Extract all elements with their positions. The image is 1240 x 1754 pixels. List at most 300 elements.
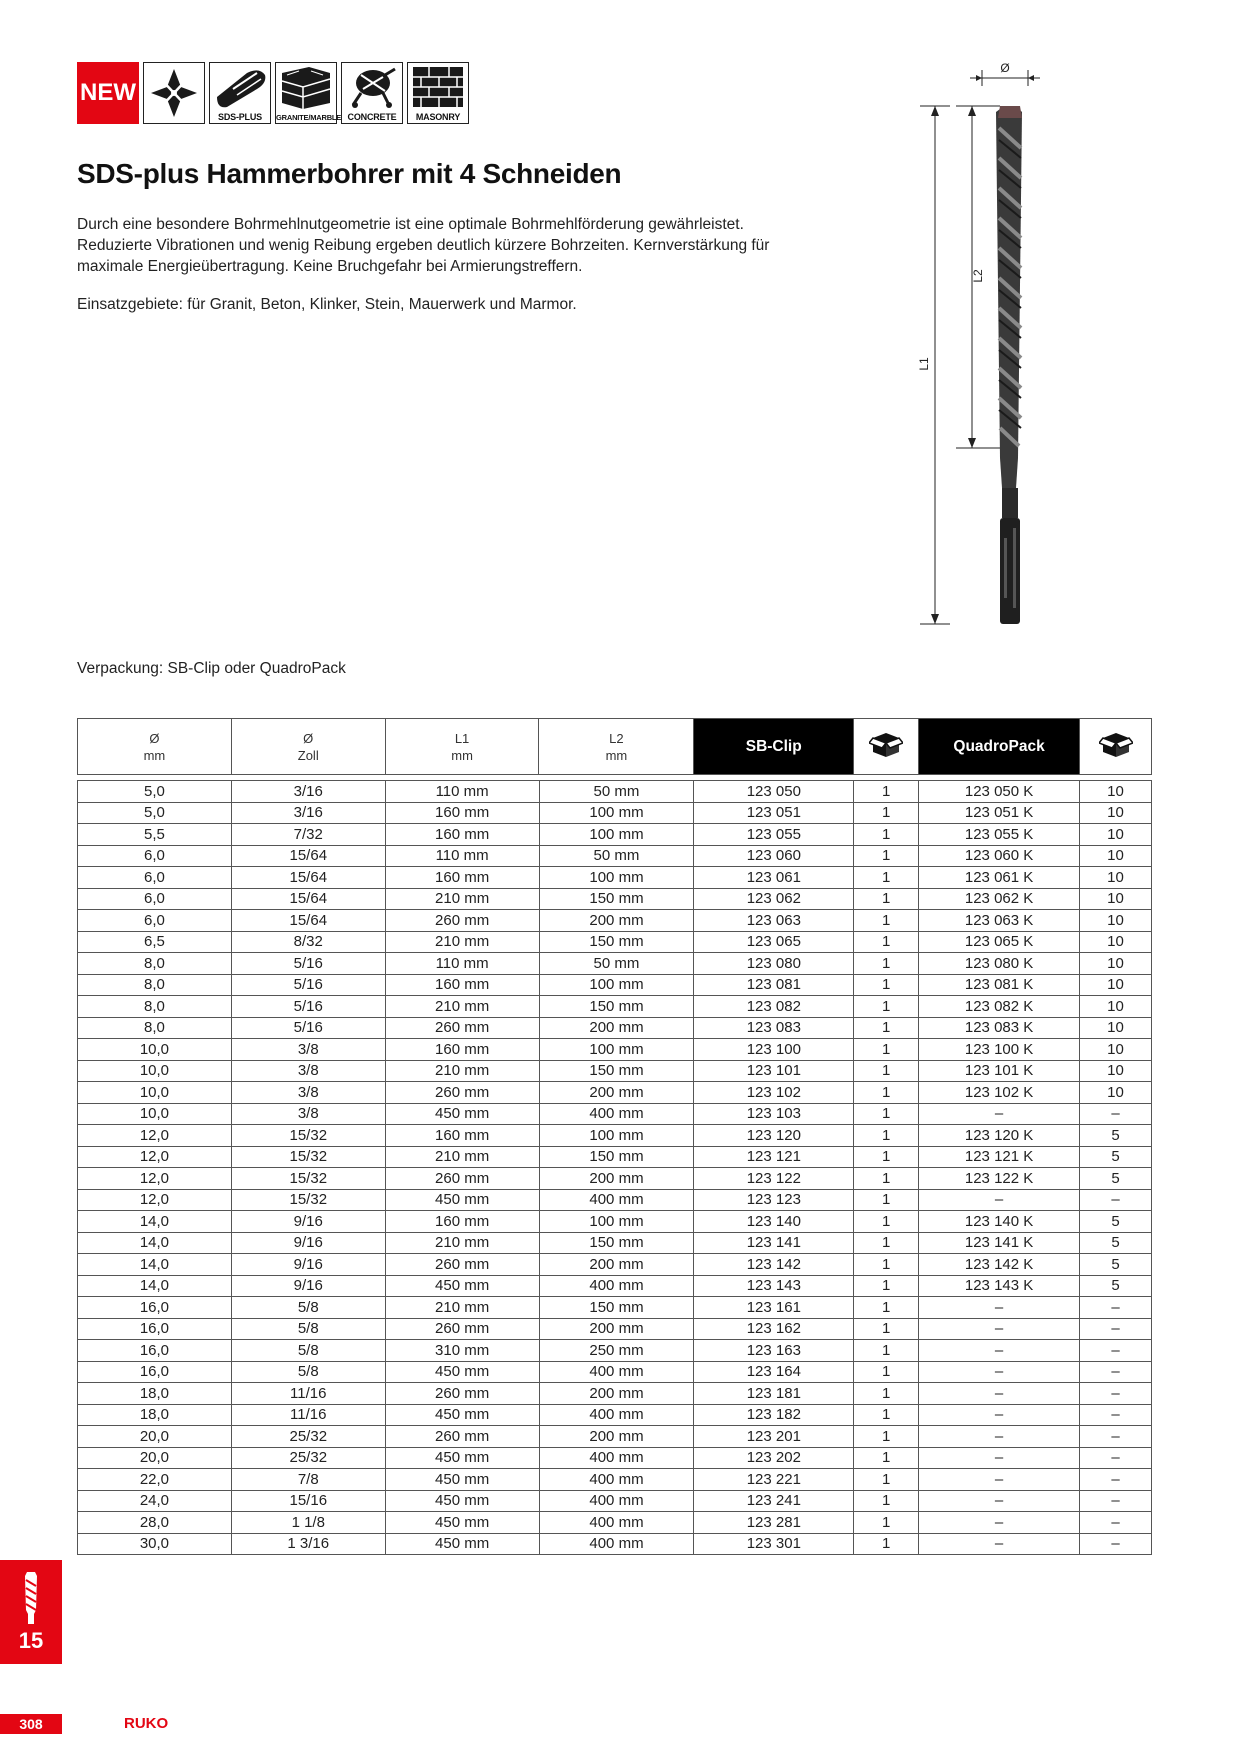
cell-sbclip-qty: 1	[854, 1232, 919, 1254]
table-row	[78, 974, 1152, 996]
cell-quadropack-article: 123 082 K	[919, 996, 1080, 1018]
cell-sbclip-article: 123 301	[694, 1533, 854, 1555]
cell-dia-inch: 1 1/8	[231, 1512, 385, 1534]
cell-l2: 200 mm	[539, 1017, 694, 1039]
cell-dia-mm: 16,0	[78, 1340, 232, 1362]
section-number: 15	[18, 1628, 44, 1653]
cell-dia-mm: 22,0	[78, 1469, 232, 1491]
cell-sbclip-article: 123 060	[694, 845, 854, 867]
cell-sbclip-article: 123 120	[694, 1125, 854, 1147]
cell-quadropack-article: 123 140 K	[919, 1211, 1080, 1233]
cell-quadropack-article: 123 120 K	[919, 1125, 1080, 1147]
sds-plus-icon	[209, 62, 271, 124]
drill-bit-diagram	[900, 58, 1080, 638]
cell-quadropack-article: 123 143 K	[919, 1275, 1080, 1297]
header-quadropack: QuadroPack	[919, 719, 1080, 775]
cell-l2: 150 mm	[539, 1060, 694, 1082]
cell-sbclip-article: 123 162	[694, 1318, 854, 1340]
cell-quadropack-article: –	[919, 1340, 1080, 1362]
cell-sbclip-qty: 1	[854, 845, 919, 867]
cell-l1: 110 mm	[385, 845, 539, 867]
cell-dia-inch: 15/64	[231, 845, 385, 867]
cell-dia-mm: 10,0	[78, 1039, 232, 1061]
cell-dia-inch: 5/16	[231, 996, 385, 1018]
cell-dia-mm: 18,0	[78, 1383, 232, 1405]
cell-dia-mm: 5,0	[78, 802, 232, 824]
cell-quadropack-article: –	[919, 1103, 1080, 1125]
drill-tip-icon	[143, 62, 205, 124]
cell-dia-inch: 15/32	[231, 1125, 385, 1147]
cell-dia-mm: 10,0	[78, 1103, 232, 1125]
cell-dia-inch: 15/32	[231, 1146, 385, 1168]
cell-quadropack-qty: 5	[1080, 1275, 1152, 1297]
table-row	[78, 867, 1152, 889]
cell-sbclip-article: 123 181	[694, 1383, 854, 1405]
table-row	[78, 888, 1152, 910]
table-row	[78, 1060, 1152, 1082]
cell-dia-inch: 25/32	[231, 1447, 385, 1469]
cell-quadropack-qty: 5	[1080, 1211, 1152, 1233]
cell-dia-mm: 12,0	[78, 1125, 232, 1147]
table-row	[78, 1383, 1152, 1405]
cell-sbclip-article: 123 142	[694, 1254, 854, 1276]
cell-sbclip-article: 123 221	[694, 1469, 854, 1491]
cell-l2: 250 mm	[539, 1340, 694, 1362]
cell-quadropack-article: –	[919, 1447, 1080, 1469]
cell-dia-inch: 3/16	[231, 781, 385, 803]
cell-sbclip-qty: 1	[854, 1103, 919, 1125]
cell-l2: 200 mm	[539, 1254, 694, 1276]
cell-l1: 260 mm	[385, 1254, 539, 1276]
cell-l2: 400 mm	[539, 1490, 694, 1512]
new-badge: NEW	[77, 62, 139, 124]
cell-quadropack-qty: 10	[1080, 996, 1152, 1018]
cell-sbclip-article: 123 061	[694, 867, 854, 889]
header-sbclip: SB-Clip	[694, 719, 854, 775]
cell-l2: 100 mm	[539, 1039, 694, 1061]
cell-dia-inch: 5/16	[231, 1017, 385, 1039]
cell-quadropack-qty: –	[1080, 1404, 1152, 1426]
granite-marble-icon	[275, 62, 342, 124]
cell-dia-mm: 18,0	[78, 1404, 232, 1426]
cell-l2: 150 mm	[539, 931, 694, 953]
l2-label: L2	[971, 269, 985, 283]
cell-sbclip-qty: 1	[854, 1017, 919, 1039]
cell-sbclip-article: 123 123	[694, 1189, 854, 1211]
cell-l2: 400 mm	[539, 1275, 694, 1297]
cell-quadropack-qty: –	[1080, 1189, 1152, 1211]
cell-sbclip-article: 123 080	[694, 953, 854, 975]
cell-l2: 200 mm	[539, 1426, 694, 1448]
cell-quadropack-article: –	[919, 1361, 1080, 1383]
cell-sbclip-qty: 1	[854, 1168, 919, 1190]
cell-l2: 400 mm	[539, 1533, 694, 1555]
cell-dia-inch: 1 3/16	[231, 1533, 385, 1555]
cell-l1: 260 mm	[385, 1426, 539, 1448]
cell-quadropack-qty: 10	[1080, 910, 1152, 932]
cell-quadropack-article: –	[919, 1189, 1080, 1211]
cell-l1: 450 mm	[385, 1103, 539, 1125]
cell-quadropack-article: –	[919, 1383, 1080, 1405]
cell-sbclip-qty: 1	[854, 888, 919, 910]
table-row	[78, 1512, 1152, 1534]
cell-sbclip-qty: 1	[854, 1189, 919, 1211]
cell-sbclip-article: 123 082	[694, 996, 854, 1018]
cell-dia-inch: 7/8	[231, 1469, 385, 1491]
cell-sbclip-qty: 1	[854, 1404, 919, 1426]
table-row	[78, 1039, 1152, 1061]
table-row	[78, 1017, 1152, 1039]
cell-quadropack-qty: 10	[1080, 845, 1152, 867]
cell-quadropack-article: 123 050 K	[919, 781, 1080, 803]
cell-l1: 260 mm	[385, 1383, 539, 1405]
cell-sbclip-qty: 1	[854, 1275, 919, 1297]
cell-dia-inch: 15/64	[231, 910, 385, 932]
cell-sbclip-qty: 1	[854, 1447, 919, 1469]
cell-quadropack-qty: 10	[1080, 974, 1152, 996]
masonry-caption: MASONRY	[415, 112, 461, 122]
cell-dia-mm: 6,5	[78, 931, 232, 953]
granite-marble-caption: GRANITE/MARBLE	[276, 113, 342, 122]
cell-sbclip-article: 123 201	[694, 1426, 854, 1448]
cell-l1: 210 mm	[385, 1060, 539, 1082]
packaging-text: Verpackung: SB-Clip oder QuadroPack	[77, 660, 346, 677]
cell-quadropack-article: 123 051 K	[919, 802, 1080, 824]
cell-dia-inch: 9/16	[231, 1211, 385, 1233]
cell-dia-mm: 6,0	[78, 888, 232, 910]
cell-l1: 160 mm	[385, 802, 539, 824]
l1-label: L1	[917, 357, 931, 371]
cell-dia-mm: 8,0	[78, 974, 232, 996]
table-row	[78, 910, 1152, 932]
cell-quadropack-article: –	[919, 1297, 1080, 1319]
cell-sbclip-qty: 1	[854, 953, 919, 975]
cell-quadropack-qty: –	[1080, 1318, 1152, 1340]
cell-dia-mm: 12,0	[78, 1168, 232, 1190]
table-row	[78, 1082, 1152, 1104]
cell-sbclip-article: 123 050	[694, 781, 854, 803]
cell-dia-mm: 20,0	[78, 1426, 232, 1448]
cell-dia-inch: 15/32	[231, 1168, 385, 1190]
cell-dia-inch: 3/8	[231, 1060, 385, 1082]
cell-dia-inch: 5/8	[231, 1318, 385, 1340]
table-body	[78, 781, 1152, 1555]
cell-quadropack-qty: –	[1080, 1361, 1152, 1383]
diameter-symbol: Ø	[1000, 61, 1010, 75]
cell-l2: 200 mm	[539, 1082, 694, 1104]
header-l1: L1 mm	[385, 719, 539, 775]
cell-dia-inch: 3/16	[231, 802, 385, 824]
table-row	[78, 781, 1152, 803]
cell-sbclip-qty: 1	[854, 802, 919, 824]
cell-l2: 150 mm	[539, 1297, 694, 1319]
cell-sbclip-article: 123 182	[694, 1404, 854, 1426]
table-row	[78, 1318, 1152, 1340]
page-title: SDS-plus Hammerbohrer mit 4 Schneiden	[77, 158, 622, 189]
cell-l1: 210 mm	[385, 888, 539, 910]
cell-dia-mm: 16,0	[78, 1297, 232, 1319]
cell-l1: 260 mm	[385, 1082, 539, 1104]
cell-quadropack-qty: –	[1080, 1383, 1152, 1405]
cell-l1: 260 mm	[385, 1168, 539, 1190]
cell-sbclip-qty: 1	[854, 1469, 919, 1491]
cell-dia-mm: 10,0	[78, 1060, 232, 1082]
table-row	[78, 824, 1152, 846]
cell-quadropack-qty: –	[1080, 1469, 1152, 1491]
cell-quadropack-article: –	[919, 1469, 1080, 1491]
header-dia-inch: Ø Zoll	[231, 719, 385, 775]
cell-quadropack-qty: 10	[1080, 1060, 1152, 1082]
cell-l2: 50 mm	[539, 953, 694, 975]
header-l2: L2 mm	[539, 719, 694, 775]
cell-l1: 260 mm	[385, 910, 539, 932]
cell-dia-mm: 5,5	[78, 824, 232, 846]
table-row	[78, 1340, 1152, 1362]
cell-sbclip-qty: 1	[854, 1297, 919, 1319]
cell-l1: 310 mm	[385, 1340, 539, 1362]
table-row	[78, 1103, 1152, 1125]
table-row	[78, 1297, 1152, 1319]
cell-quadropack-qty: –	[1080, 1533, 1152, 1555]
cell-dia-inch: 25/32	[231, 1426, 385, 1448]
table-header	[77, 718, 1152, 775]
cell-quadropack-qty: –	[1080, 1103, 1152, 1125]
cell-sbclip-article: 123 122	[694, 1168, 854, 1190]
cell-dia-mm: 14,0	[78, 1211, 232, 1233]
cell-sbclip-qty: 1	[854, 1039, 919, 1061]
cell-sbclip-qty: 1	[854, 1383, 919, 1405]
cell-dia-mm: 14,0	[78, 1232, 232, 1254]
cell-sbclip-article: 123 063	[694, 910, 854, 932]
brand-logo: RUKO	[124, 1715, 169, 1732]
cell-sbclip-article: 123 141	[694, 1232, 854, 1254]
cell-dia-mm: 16,0	[78, 1318, 232, 1340]
cell-dia-inch: 3/8	[231, 1082, 385, 1104]
cell-sbclip-article: 123 055	[694, 824, 854, 846]
cell-sbclip-qty: 1	[854, 781, 919, 803]
cell-quadropack-qty: 10	[1080, 931, 1152, 953]
table-row	[78, 1469, 1152, 1491]
cell-quadropack-qty: –	[1080, 1512, 1152, 1534]
product-table	[77, 780, 1152, 1555]
cell-quadropack-article: 123 100 K	[919, 1039, 1080, 1061]
cell-l2: 50 mm	[539, 781, 694, 803]
cell-quadropack-article: 123 121 K	[919, 1146, 1080, 1168]
cell-quadropack-article: 123 065 K	[919, 931, 1080, 953]
cell-quadropack-qty: 10	[1080, 824, 1152, 846]
cell-sbclip-qty: 1	[854, 996, 919, 1018]
cell-dia-inch: 3/8	[231, 1103, 385, 1125]
cell-quadropack-article: 123 122 K	[919, 1168, 1080, 1190]
cell-l1: 160 mm	[385, 1039, 539, 1061]
cell-l1: 450 mm	[385, 1361, 539, 1383]
cell-sbclip-qty: 1	[854, 867, 919, 889]
cell-sbclip-qty: 1	[854, 1318, 919, 1340]
cell-sbclip-article: 123 121	[694, 1146, 854, 1168]
cell-l1: 450 mm	[385, 1404, 539, 1426]
cell-dia-mm: 12,0	[78, 1189, 232, 1211]
cell-quadropack-qty: –	[1080, 1490, 1152, 1512]
masonry-brick-icon	[407, 62, 469, 124]
cell-quadropack-qty: 5	[1080, 1125, 1152, 1147]
cell-l2: 100 mm	[539, 802, 694, 824]
usage-text: Einsatzgebiete: für Granit, Beton, Klinker, Stein, Mauerwerk und Marmor.	[77, 296, 577, 313]
cell-l2: 200 mm	[539, 1383, 694, 1405]
cell-sbclip-article: 123 062	[694, 888, 854, 910]
cell-l2: 400 mm	[539, 1189, 694, 1211]
cell-dia-inch: 15/64	[231, 867, 385, 889]
feature-icons	[77, 62, 469, 124]
cell-l1: 160 mm	[385, 1211, 539, 1233]
cell-sbclip-article: 123 101	[694, 1060, 854, 1082]
cell-l2: 400 mm	[539, 1447, 694, 1469]
section-tab	[0, 1560, 62, 1664]
concrete-caption: CONCRETE	[347, 112, 397, 122]
cell-sbclip-qty: 1	[854, 1340, 919, 1362]
cell-l2: 100 mm	[539, 974, 694, 996]
drill-bit-icon	[21, 1570, 41, 1626]
cell-sbclip-article: 123 081	[694, 974, 854, 996]
cell-dia-inch: 5/8	[231, 1340, 385, 1362]
cell-sbclip-article: 123 083	[694, 1017, 854, 1039]
cell-dia-inch: 5/16	[231, 974, 385, 996]
cell-dia-mm: 28,0	[78, 1512, 232, 1534]
cell-l1: 160 mm	[385, 867, 539, 889]
cell-l1: 450 mm	[385, 1275, 539, 1297]
cell-dia-inch: 11/16	[231, 1383, 385, 1405]
table-row	[78, 1404, 1152, 1426]
cell-l2: 150 mm	[539, 1232, 694, 1254]
cell-quadropack-article: –	[919, 1318, 1080, 1340]
cell-sbclip-qty: 1	[854, 910, 919, 932]
cell-dia-inch: 11/16	[231, 1404, 385, 1426]
cell-l1: 210 mm	[385, 1232, 539, 1254]
table-row	[78, 1254, 1152, 1276]
cell-dia-mm: 24,0	[78, 1490, 232, 1512]
cell-l1: 260 mm	[385, 1017, 539, 1039]
cell-quadropack-qty: 5	[1080, 1254, 1152, 1276]
cell-dia-mm: 16,0	[78, 1361, 232, 1383]
cell-quadropack-qty: 10	[1080, 953, 1152, 975]
cell-quadropack-qty: 5	[1080, 1168, 1152, 1190]
cell-l1: 450 mm	[385, 1512, 539, 1534]
cell-quadropack-qty: 5	[1080, 1146, 1152, 1168]
cell-quadropack-qty: –	[1080, 1297, 1152, 1319]
cell-quadropack-article: 123 102 K	[919, 1082, 1080, 1104]
cell-sbclip-article: 123 241	[694, 1490, 854, 1512]
cell-dia-mm: 14,0	[78, 1254, 232, 1276]
sds-plus-caption: SDS-PLUS	[218, 112, 262, 122]
cell-quadropack-qty: –	[1080, 1447, 1152, 1469]
table-row	[78, 1426, 1152, 1448]
cell-quadropack-article: 123 142 K	[919, 1254, 1080, 1276]
cell-dia-mm: 8,0	[78, 953, 232, 975]
cell-quadropack-article: 123 101 K	[919, 1060, 1080, 1082]
table-row	[78, 1490, 1152, 1512]
table-row	[78, 1232, 1152, 1254]
cell-l2: 200 mm	[539, 1318, 694, 1340]
cell-l2: 150 mm	[539, 1146, 694, 1168]
cell-dia-inch: 7/32	[231, 824, 385, 846]
cell-dia-inch: 5/8	[231, 1361, 385, 1383]
cell-dia-mm: 6,0	[78, 910, 232, 932]
cell-quadropack-qty: 10	[1080, 1017, 1152, 1039]
cell-l2: 200 mm	[539, 910, 694, 932]
cell-dia-inch: 5/16	[231, 953, 385, 975]
cell-sbclip-article: 123 161	[694, 1297, 854, 1319]
table-row	[78, 1211, 1152, 1233]
cell-dia-inch: 9/16	[231, 1254, 385, 1276]
cell-sbclip-qty: 1	[854, 1254, 919, 1276]
table-row	[78, 1168, 1152, 1190]
concrete-mixer-icon	[341, 62, 403, 124]
table-row	[78, 1275, 1152, 1297]
page-number: 308	[0, 1714, 62, 1734]
cell-l2: 150 mm	[539, 888, 694, 910]
cell-l2: 50 mm	[539, 845, 694, 867]
cell-l1: 450 mm	[385, 1447, 539, 1469]
cell-quadropack-qty: –	[1080, 1426, 1152, 1448]
cell-l2: 200 mm	[539, 1168, 694, 1190]
table-row	[78, 1189, 1152, 1211]
cell-l1: 110 mm	[385, 953, 539, 975]
header-dia-mm: Ø mm	[78, 719, 232, 775]
cell-l2: 400 mm	[539, 1361, 694, 1383]
cell-dia-mm: 30,0	[78, 1533, 232, 1555]
cell-quadropack-article: –	[919, 1512, 1080, 1534]
cell-l2: 100 mm	[539, 867, 694, 889]
table-row	[78, 1447, 1152, 1469]
cell-dia-inch: 5/8	[231, 1297, 385, 1319]
cell-dia-inch: 15/32	[231, 1189, 385, 1211]
product-description: Durch eine besondere Bohrmehlnutgeometrie ist eine optimale Bohrmehlförderung gewährleistet. Reduzierte Vibrationen und wenig Reibung ergeben deutlich kürzere Bohrzeiten. Kernverstärkung für maximale Energieübertragung. Keine Bruchgefahr bei Armierungstreffern.	[77, 216, 770, 275]
cell-l2: 400 mm	[539, 1404, 694, 1426]
cell-dia-mm: 12,0	[78, 1146, 232, 1168]
cell-sbclip-article: 123 202	[694, 1447, 854, 1469]
cell-l1: 450 mm	[385, 1533, 539, 1555]
cell-sbclip-article: 123 140	[694, 1211, 854, 1233]
box-icon	[869, 730, 903, 760]
cell-l1: 210 mm	[385, 1146, 539, 1168]
table-row	[78, 1125, 1152, 1147]
cell-sbclip-article: 123 281	[694, 1512, 854, 1534]
cell-sbclip-qty: 1	[854, 1533, 919, 1555]
cell-dia-inch: 9/16	[231, 1232, 385, 1254]
cell-dia-mm: 5,0	[78, 781, 232, 803]
cell-l1: 450 mm	[385, 1469, 539, 1491]
cell-quadropack-qty: 10	[1080, 888, 1152, 910]
box-icon	[1099, 730, 1133, 760]
cell-dia-inch: 3/8	[231, 1039, 385, 1061]
cell-quadropack-qty: 5	[1080, 1232, 1152, 1254]
cell-dia-inch: 15/64	[231, 888, 385, 910]
cell-l1: 450 mm	[385, 1490, 539, 1512]
cell-l1: 210 mm	[385, 1297, 539, 1319]
cell-l2: 400 mm	[539, 1103, 694, 1125]
table-row	[78, 1361, 1152, 1383]
cell-sbclip-qty: 1	[854, 931, 919, 953]
cell-l2: 400 mm	[539, 1469, 694, 1491]
table-row	[78, 845, 1152, 867]
cell-sbclip-qty: 1	[854, 1211, 919, 1233]
cell-l2: 400 mm	[539, 1512, 694, 1534]
cell-l1: 160 mm	[385, 974, 539, 996]
cell-quadropack-article: 123 055 K	[919, 824, 1080, 846]
cell-l1: 110 mm	[385, 781, 539, 803]
cell-sbclip-article: 123 065	[694, 931, 854, 953]
cell-dia-mm: 6,0	[78, 845, 232, 867]
cell-dia-mm: 8,0	[78, 996, 232, 1018]
